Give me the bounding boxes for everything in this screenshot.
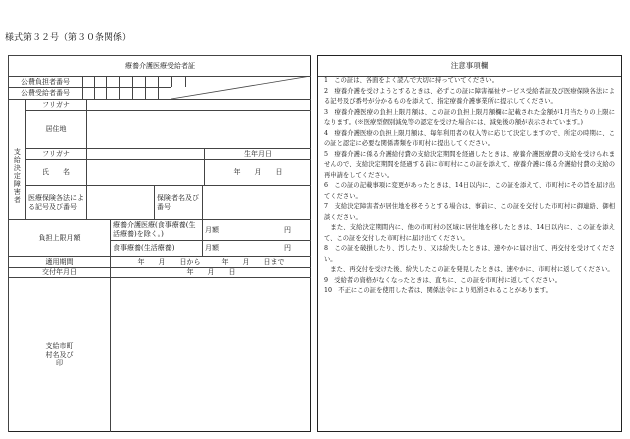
public-recipient-number-label: 公費受給者番号 [8, 87, 82, 99]
yen-unit-1: 円 [284, 225, 291, 234]
care-medical-label: 療養介護医療(食事療養(生活療養)を除く。) [110, 219, 202, 240]
period-label: 適用期間 [8, 256, 110, 267]
group-label-beneficiary: 支給決定障害者 [8, 99, 25, 252]
digit-box [132, 76, 145, 87]
digit-box [82, 87, 94, 99]
digit-box [132, 87, 145, 99]
furigana-value-1 [86, 99, 311, 110]
name-label: 氏 名 [25, 159, 86, 185]
void-slash [171, 76, 311, 99]
municipality-seal-area [110, 277, 311, 432]
note-item: 8 この証を破損したり、汚したり、又は紛失したときは、速やかに届け出て、再交付を受けてください。 [324, 245, 615, 263]
address-label: 居住地 [25, 110, 86, 148]
digit-box [119, 76, 132, 87]
note-item: 5 療養介護に係る介護給付費の支給決定期間を経過したときは、療養介護医療費の支給を受けられませんので、支給決定期間を経過する前に市町村にこの証を添えて、療養介護に係る介護給付費の支給の再申請をしてください。 [324, 150, 615, 179]
form-number: 様式第３２号（第３０条関係） [5, 33, 132, 43]
insurer-name-label: 保険者名及び番号 [154, 185, 202, 219]
notes-title: 注意事項欄 [450, 61, 489, 70]
note-item: 4 療養介護医療の負担上限月額は、毎年利用者の収入等に応じて決定しますので、所定の時期に、この証と認定に必要な関係書類を市町村に提出してください。 [324, 129, 615, 147]
municipality-label: 支給市町村名及び印 [8, 277, 110, 432]
digit-box [145, 87, 158, 99]
note-item: 6 この証の記載事項に変更があったときは、14日以内に、この証を添えて、市町村にその旨を届け出てください。 [324, 182, 615, 200]
notes-card [317, 55, 622, 432]
care-medical-amount [202, 219, 311, 240]
period-value: 年 月 日から 年 月 日まで [110, 256, 311, 267]
digit-box [158, 76, 171, 87]
monthly-amount-label-1: 月額 [205, 225, 219, 234]
note-item: 7 支給決定障害者が居住地を移そうとする場合は、事前に、この証を交付した市町村に御連絡、御相談ください。 [324, 203, 615, 221]
birth-date-label: 生年月日 [204, 148, 311, 159]
furigana-label-1: フリガナ [25, 99, 86, 110]
address-value [86, 110, 311, 148]
note-item: また、再交付を受けた後、紛失したこの証を発見したときは、速やかに、市町村に返してください。 [324, 266, 614, 273]
issue-date-label: 交付年月日 [8, 267, 110, 277]
note-item: また、支給決定期間内に、他の市町村の区域に居住地を移したときは、14日以内に、この証を添えて、この証を交付した市町村に届け出てください。 [324, 224, 615, 242]
insurer-name-value [202, 185, 311, 219]
name-value [86, 159, 204, 185]
digit-box [158, 87, 171, 99]
note-item: 1 この証は、各面をよく読んで大切に持っていてください。 [324, 77, 499, 84]
digit-box [94, 87, 106, 99]
digit-box [94, 76, 106, 87]
meal-care-label: 食事療養(生活療養) [110, 240, 202, 256]
digit-box [82, 76, 94, 87]
digit-box [106, 76, 119, 87]
digit-box [106, 87, 119, 99]
certificate-title: 療養介護医療受給者証 [8, 55, 311, 76]
public-payer-number-label: 公費負担者番号 [8, 76, 82, 87]
note-item: 10 不正にこの証を使用した者は、関係法令により処罰されることがあります。 [324, 287, 552, 294]
monthly-amount-label-2: 月額 [205, 244, 219, 253]
insurer-code-value [86, 185, 154, 219]
certificate-card [8, 55, 311, 432]
burden-limit-label: 負担上限月額 [8, 219, 110, 256]
furigana-label-2: フリガナ [25, 148, 86, 159]
notes-list [324, 76, 615, 297]
furigana-value-2 [86, 148, 204, 159]
meal-care-amount [202, 240, 311, 256]
note-item: 9 受給者の資格がなくなったときは、直ちに、この証を市町村に返してください。 [324, 276, 561, 284]
birth-date-value: 年 月 日 [204, 159, 311, 185]
note-item: 3 療養介護医療の負担上限月額は、この証の負担上限月額欄に記載された金額が1月当たりの上限になります。(※医療型個別減免等の認定を受けた場合には、減免後の額が表示されています。) [324, 108, 615, 126]
note-item: 2 療養介護を受けようとするときは、必ずこの証に障害福祉サービス受給者証及び医療保険各法による記号及び番号が分かるものを添えて、指定療養介護事業所に提示してください。 [324, 87, 615, 105]
insurer-code-label: 医療保険各法による記号及び番号 [25, 185, 86, 219]
issue-date-value: 年 月 日 [110, 267, 311, 277]
yen-unit-2: 円 [284, 244, 291, 253]
digit-box [145, 76, 158, 87]
digit-box [119, 87, 132, 99]
